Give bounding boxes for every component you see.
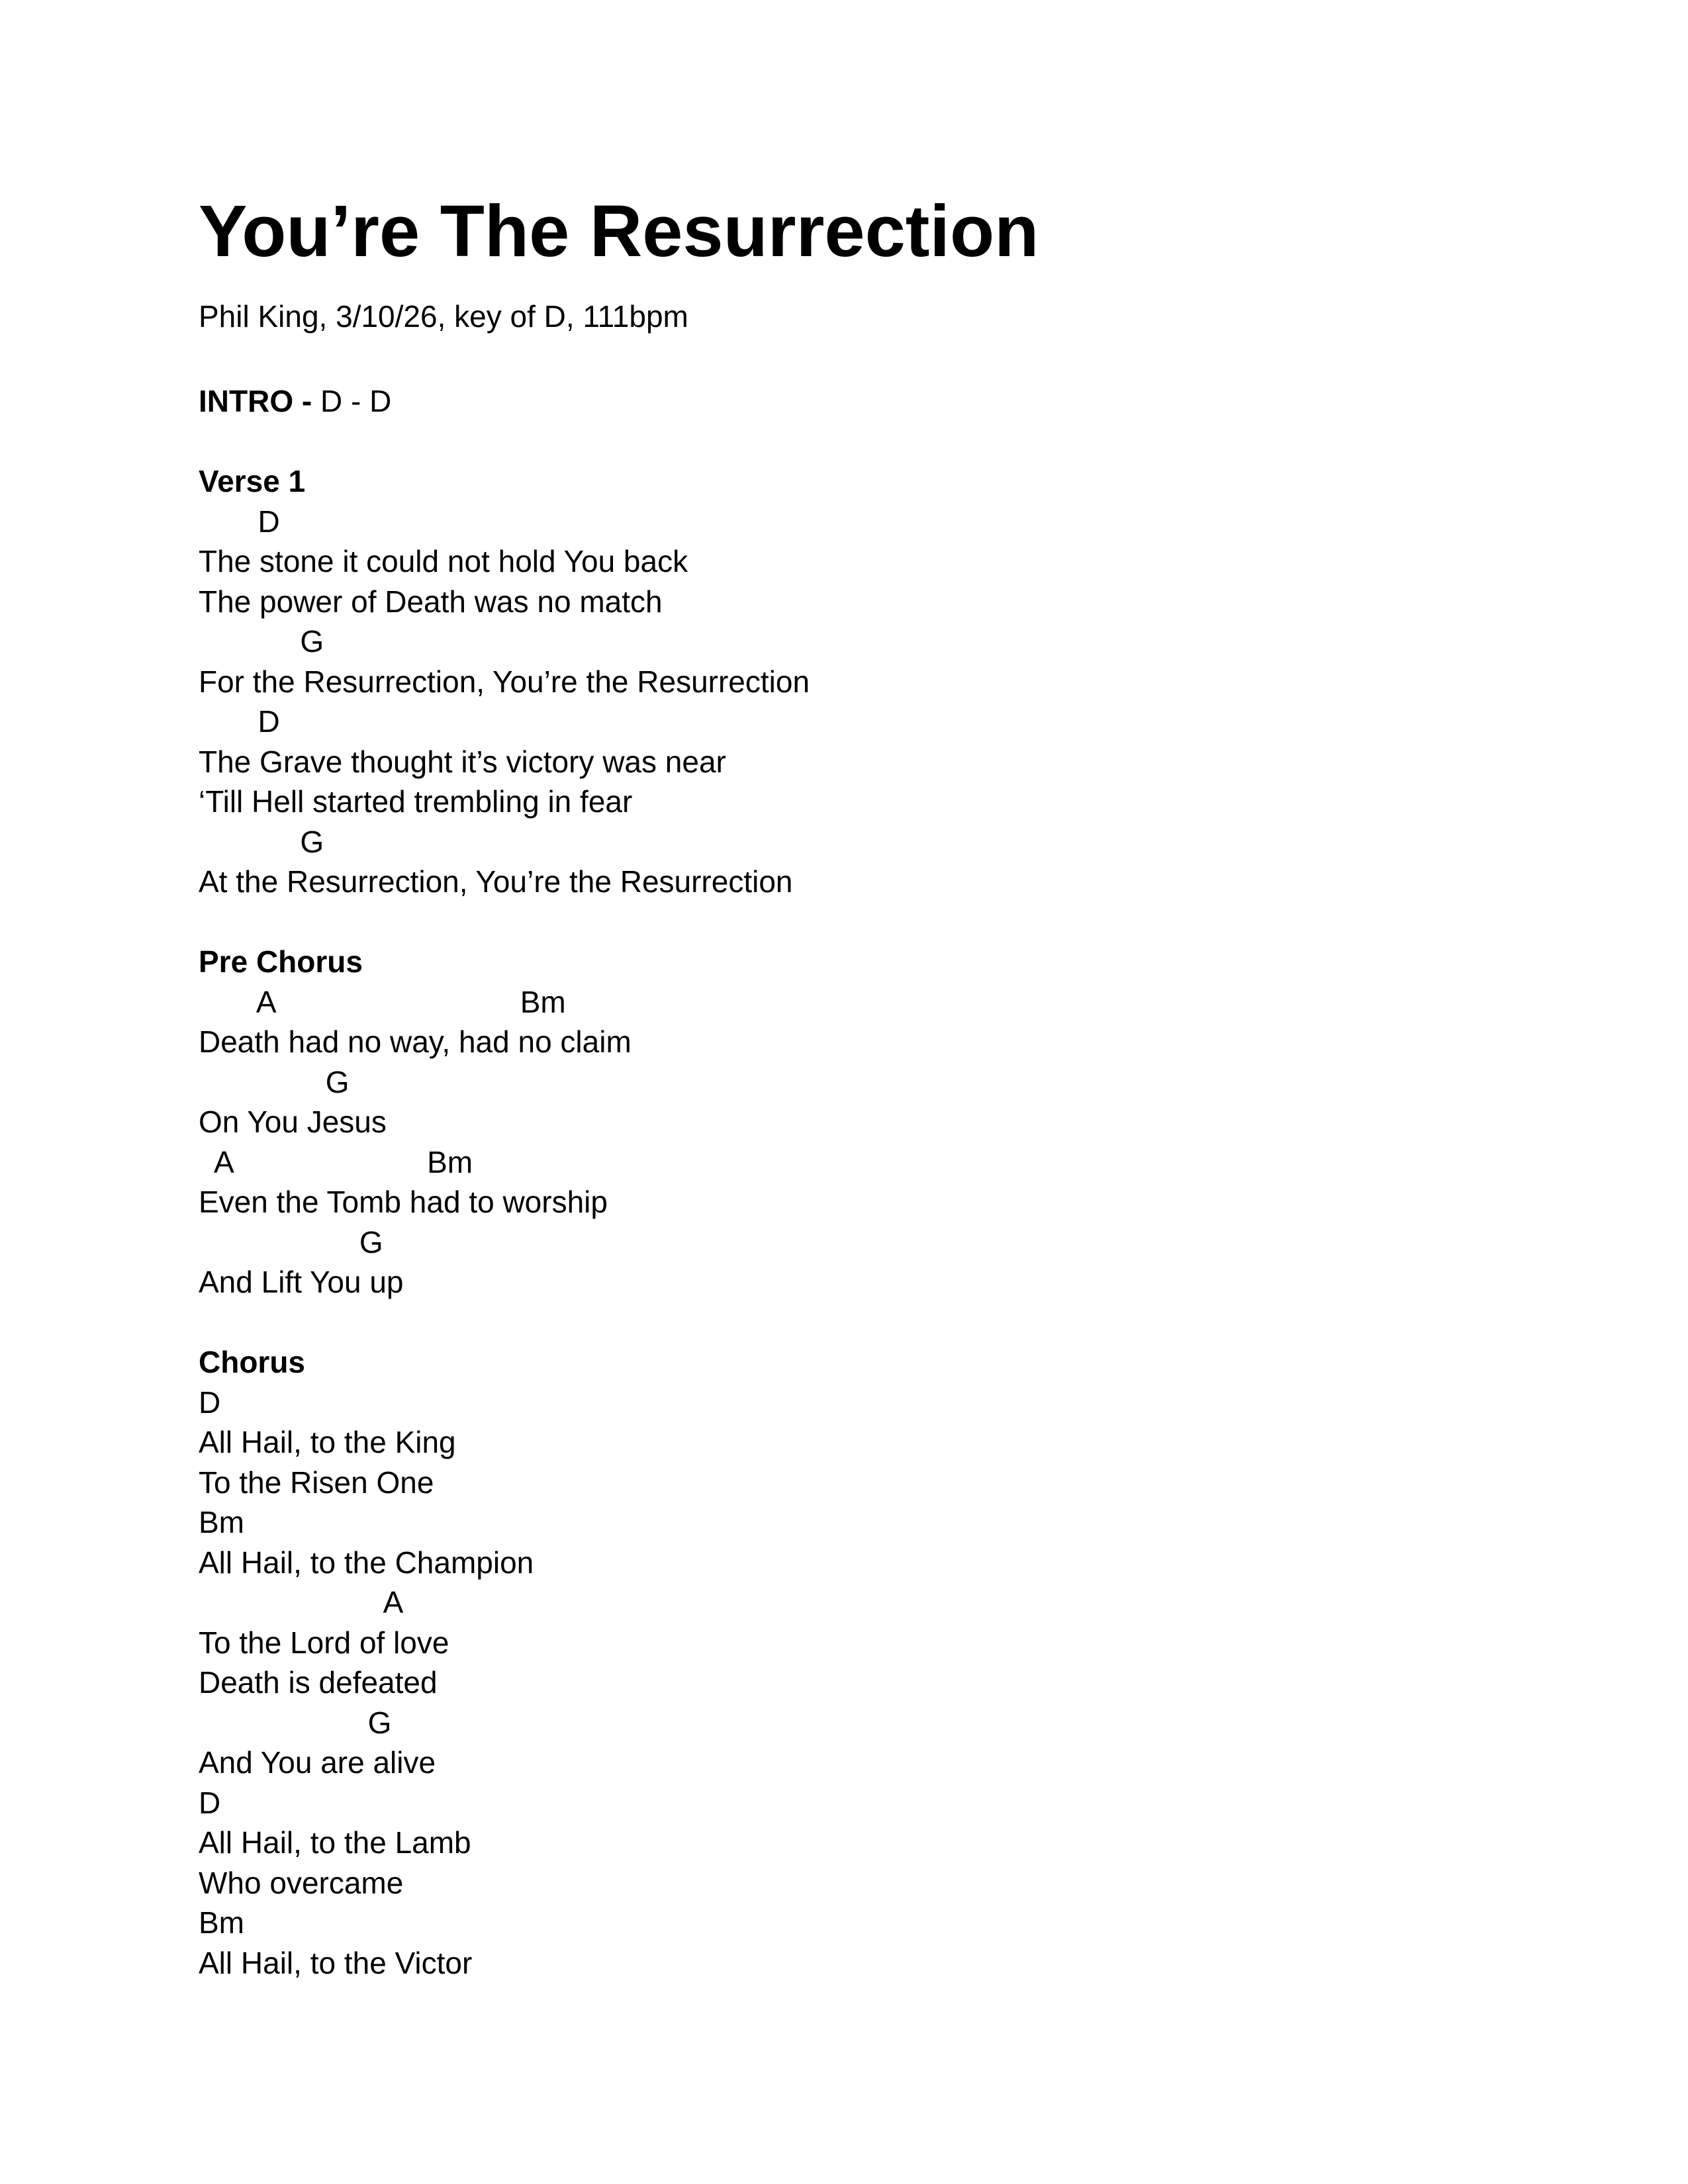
lyric-line: All Hail, to the Lamb — [199, 1825, 471, 1860]
chord-line: A — [199, 1585, 404, 1619]
chord-line: D — [199, 504, 280, 539]
lyric-line: Who overcame — [199, 1865, 404, 1900]
spacer — [199, 1302, 810, 1343]
section-heading-pre-chorus: Pre Chorus — [199, 944, 363, 979]
lyric-line: Death had no way, had no claim — [199, 1024, 632, 1059]
intro-chords: D - D — [320, 384, 392, 418]
section-heading-verse-1: Verse 1 — [199, 464, 306, 498]
lyric-line: All Hail, to the King — [199, 1425, 456, 1459]
lyric-line: To the Risen One — [199, 1465, 434, 1500]
lyric-line: And Lift You up — [199, 1265, 404, 1299]
chord-line: G — [199, 1705, 392, 1740]
lyric-line: The stone it could not hold You back — [199, 544, 688, 578]
chord-line: A Bm — [199, 984, 566, 1019]
lyric-line: All Hail, to the Victor — [199, 1945, 473, 1980]
lyric-line: At the Resurrection, You’re the Resurrection — [199, 864, 793, 899]
song-info: Phil King, 3/10/26, key of D, 111bpm — [199, 299, 688, 334]
lyric-line: The Grave thought it’s victory was near — [199, 744, 726, 779]
chord-line: A Bm — [199, 1144, 473, 1179]
lyric-line: All Hail, to the Champion — [199, 1545, 534, 1580]
lyric-line: For the Resurrection, You’re the Resurrection — [199, 664, 810, 699]
lyric-line: To the Lord of love — [199, 1625, 449, 1660]
lyric-line: The power of Death was no match — [199, 584, 663, 619]
chord-line: G — [199, 1224, 383, 1259]
song-title: You’re The Resurrection — [199, 191, 1039, 272]
chord-line: G — [199, 1064, 350, 1099]
lyric-line: Death is defeated — [199, 1665, 438, 1700]
lyric-line: And You are alive — [199, 1745, 436, 1780]
spacer — [199, 422, 810, 462]
chord-line: D — [199, 1385, 221, 1420]
lyric-line: Even the Tomb had to worship — [199, 1185, 608, 1219]
chord-line: Bm — [199, 1905, 244, 1940]
intro-line — [199, 381, 810, 422]
chord-line: D — [199, 704, 280, 739]
chord-line: Bm — [199, 1505, 244, 1539]
intro-label: INTRO - — [199, 384, 320, 418]
lyric-line: On You Jesus — [199, 1105, 387, 1139]
chord-line: G — [199, 824, 324, 859]
lyric-line: ‘Till Hell started trembling in fear — [199, 784, 633, 819]
song-body — [199, 381, 810, 1983]
chord-line: D — [199, 1785, 221, 1820]
spacer — [199, 902, 810, 942]
section-heading-chorus: Chorus — [199, 1345, 305, 1379]
chord-line: G — [199, 624, 324, 659]
